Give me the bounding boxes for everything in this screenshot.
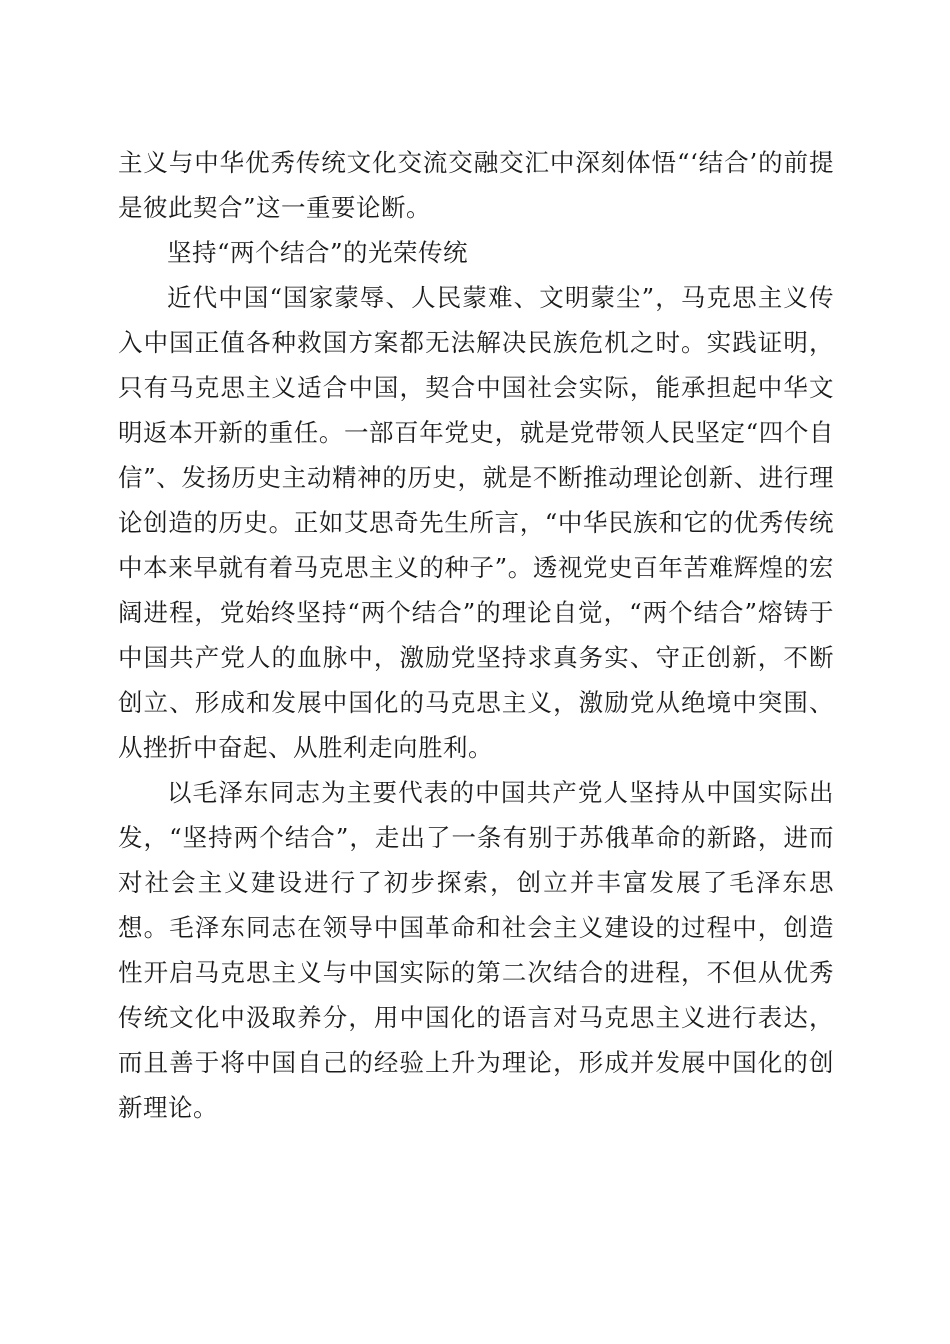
document-body <box>118 140 834 1130</box>
continuation-paragraph: 主义与中华优秀传统文化交流交融交汇中深刻体悟“‘结合’的前提是彼此契合”这一重要论断。 <box>118 148 834 222</box>
section-heading: 坚持“两个结合”的光荣传统 <box>167 238 469 267</box>
body-paragraph-1: 近代中国“国家蒙辱、人民蒙难、文明蒙尘”，马克思主义传入中国正值各种救国方案都无法解决民族危机之时。实践证明，只有马克思主义适合中国，契合中国社会实际，能承担起中华文明返本开新的重任。一部百年党史，就是党带领人民坚定“四个自信”、发扬历史主动精神的历史，就是不断推动理论创新、进行理论创造的历史。正如艾思奇先生所言，“中华民族和它的优秀传统中本来早就有着马克思主义的种子”。透视党史百年苦难辉煌的宏阔进程，党始终坚持“两个结合”的理论自觉，“两个结合”熔铸于中国共产党人的血脉中，激励党坚持求真务实、守正创新，不断创立、形成和发展中国化的马克思主义，激励党从绝境中突围、从挫折中奋起、从胜利走向胜利。 <box>118 283 834 762</box>
body-paragraph-2: 以毛泽东同志为主要代表的中国共产党人坚持从中国实际出发，“坚持两个结合”，走出了一条有别于苏俄革命的新路，进而对社会主义建设进行了初步探索，创立并丰富发展了毛泽东思想。毛泽东同志在领导中国革命和社会主义建设的过程中，创造性开启马克思主义与中国实际的第二次结合的进程，不但从优秀传统文化中汲取养分，用中国化的语言对马克思主义进行表达，而且善于将中国自己的经验上升为理论，形成并发展中国化的创新理论。 <box>118 778 834 1122</box>
